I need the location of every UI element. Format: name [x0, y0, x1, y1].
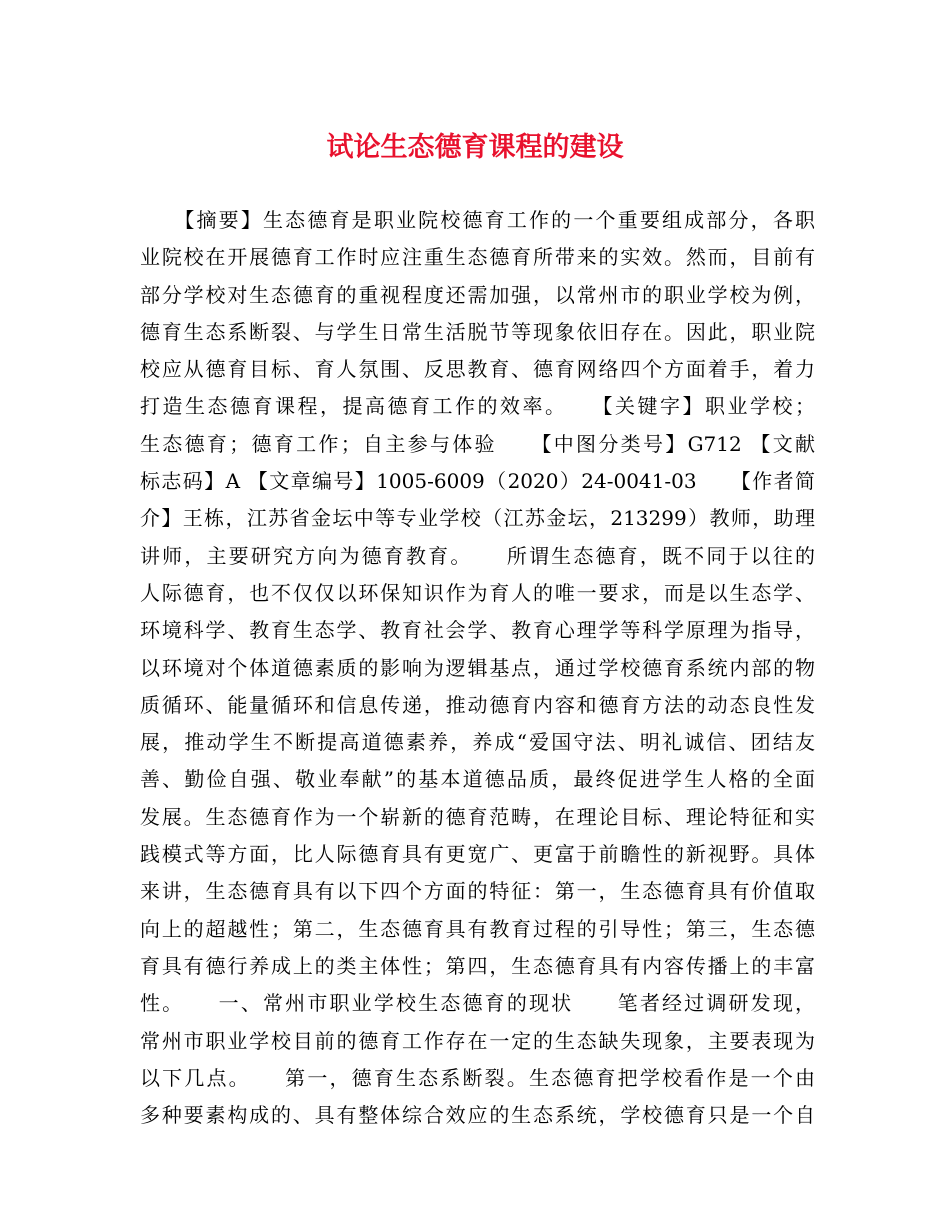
- body-line: 生态德育；德育工作；自主参与体验 【中图分类号】G712 【文献: [140, 431, 815, 456]
- body-line: 践模式等方面，比人际德育具有更宽广、更富于前瞻性的新视野。具体: [140, 842, 815, 867]
- body-line: 发展。生态德育作为一个崭新的德育范畴，在理论目标、理论特征和实: [140, 804, 815, 829]
- body-line: 性。 一、常州市职业学校生态德育的现状 笔者经过调研发现，: [140, 991, 815, 1016]
- body-line: 打造生态德育课程，提高德育工作的效率。 【关键字】职业学校；: [140, 394, 815, 419]
- body-line: 向上的超越性；第二，生态德育具有教育过程的引导性；第三，生态德: [140, 916, 815, 941]
- body-line: 来讲，生态德育具有以下四个方面的特征：第一，生态德育具有价值取: [140, 879, 815, 904]
- body-line: 育具有德行养成上的类主体性；第四，生态德育具有内容传播上的丰富: [140, 953, 815, 978]
- body-line: 校应从德育目标、育人氛围、反思教育、德育网络四个方面着手，着力: [140, 357, 815, 382]
- document-body: [140, 202, 815, 1134]
- body-line: 标志码】A 【文章编号】1005-6009（2020）24-0041-03 【作者简: [140, 469, 815, 494]
- body-line: 善、勤俭自强、敬业奉献”的基本道德品质，最终促进学生人格的全面: [140, 767, 815, 792]
- body-line: 部分学校对生态德育的重视程度还需加强，以常州市的职业学校为例，: [140, 282, 815, 307]
- document-title: 试论生态德育课程的建设: [326, 132, 624, 163]
- body-line: 展，推动学生不断提高道德素养，养成“爱国守法、明礼诚信、团结友: [140, 730, 815, 755]
- body-line: 多种要素构成的、具有整体综合效应的生态系统，学校德育只是一个自: [140, 1103, 815, 1128]
- body-line: 业院校在开展德育工作时应注重生态德育所带来的实效。然而，目前有: [140, 245, 815, 270]
- body-line: 以下几点。 第一，德育生态系断裂。生态德育把学校看作是一个由: [140, 1065, 815, 1090]
- body-line: 【摘要】生态德育是职业院校德育工作的一个重要组成部分，各职: [140, 208, 815, 232]
- body-line: 人际德育，也不仅仅以环保知识作为育人的唯一要求，而是以生态学、: [140, 580, 815, 605]
- body-line: 环境科学、教育生态学、教育社会学、教育心理学等科学原理为指导，: [140, 618, 815, 643]
- body-line: 常州市职业学校目前的德育工作存在一定的生态缺失现象，主要表现为: [140, 1028, 815, 1053]
- body-line: 德育生态系断裂、与学生日常生活脱节等现象依旧存在。因此，职业院: [140, 319, 815, 344]
- body-line: 以环境对个体道德素质的影响为逻辑基点，通过学校德育系统内部的物: [140, 655, 815, 680]
- body-line: 讲师，主要研究方向为德育教育。 所谓生态德育，既不同于以往的: [140, 543, 815, 568]
- body-line: 质循环、能量循环和信息传递，推动德育内容和德育方法的动态良性发: [140, 692, 815, 717]
- body-line: 介】王栋，江苏省金坛中等专业学校（江苏金坛，213299）教师，助理: [140, 506, 815, 531]
